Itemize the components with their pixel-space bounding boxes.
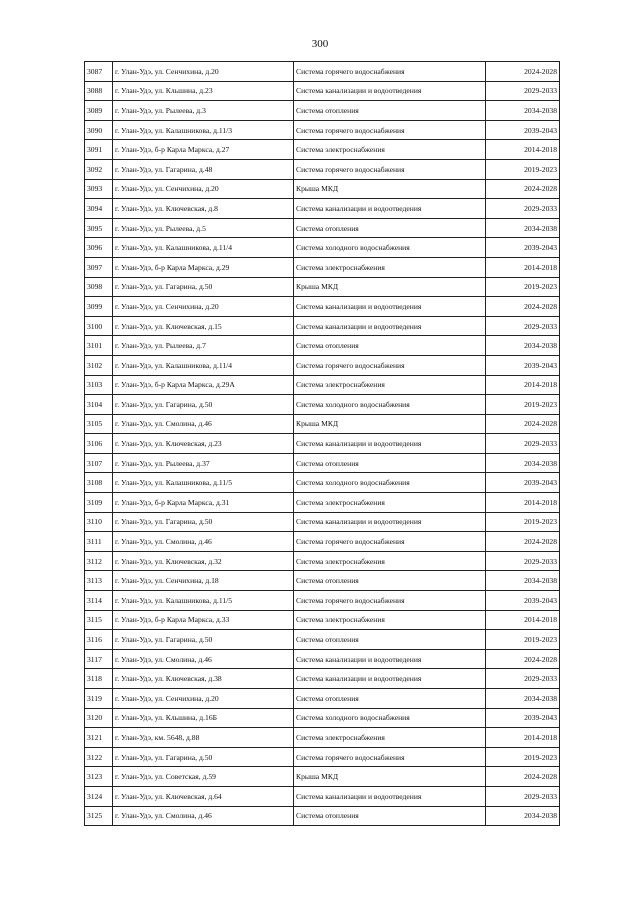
row-number: 3124 — [85, 786, 113, 806]
system-cell: Система электроснабжения — [294, 257, 486, 277]
row-number: 3109 — [85, 493, 113, 513]
period-cell: 2014-2018 — [486, 728, 560, 748]
row-number: 3106 — [85, 434, 113, 454]
period-cell: 2019-2023 — [486, 395, 560, 415]
table-row — [85, 159, 560, 179]
address-cell: г. Улан-Удэ, ул. Смолина, д.46 — [113, 649, 294, 669]
system-cell: Система отопления — [294, 806, 486, 826]
table-row — [85, 140, 560, 160]
period-cell: 2029-2033 — [486, 199, 560, 219]
period-cell: 2034-2038 — [486, 806, 560, 826]
row-number: 3111 — [85, 532, 113, 552]
table-row — [85, 395, 560, 415]
period-cell: 2029-2033 — [486, 786, 560, 806]
period-cell: 2029-2033 — [486, 551, 560, 571]
address-cell: г. Улан-Удэ, б-р Карла Маркса, д.31 — [113, 493, 294, 513]
period-cell: 2024-2028 — [486, 62, 560, 82]
address-cell: г. Улан-Удэ, ул. Калашникова, д.11/3 — [113, 120, 294, 140]
row-number: 3117 — [85, 649, 113, 669]
system-cell: Система отопления — [294, 218, 486, 238]
system-cell: Система холодного водоснабжения — [294, 708, 486, 728]
table-row — [85, 375, 560, 395]
row-number: 3087 — [85, 62, 113, 82]
address-cell: г. Улан-Удэ, ул. Смолина, д.46 — [113, 806, 294, 826]
address-cell: г. Улан-Удэ, б-р Карла Маркса, д.29 — [113, 257, 294, 277]
row-number: 3088 — [85, 81, 113, 101]
table-row — [85, 610, 560, 630]
system-cell: Система канализации и водоотведения — [294, 199, 486, 219]
address-cell: г. Улан-Удэ, ул. Сенчихина, д.20 — [113, 62, 294, 82]
table-row — [85, 414, 560, 434]
row-number: 3095 — [85, 218, 113, 238]
address-cell: г. Улан-Удэ, ул. Ключевская, д.23 — [113, 434, 294, 454]
period-cell: 2014-2018 — [486, 493, 560, 513]
row-number: 3112 — [85, 551, 113, 571]
system-cell: Система электроснабжения — [294, 375, 486, 395]
row-number: 3094 — [85, 199, 113, 219]
table-row — [85, 649, 560, 669]
system-cell: Система отопления — [294, 101, 486, 121]
address-cell: г. Улан-Удэ, ул. Сенчихина, д.18 — [113, 571, 294, 591]
row-number: 3091 — [85, 140, 113, 160]
table-row — [85, 630, 560, 650]
table-row — [85, 120, 560, 140]
period-cell: 2019-2023 — [486, 747, 560, 767]
table-row — [85, 551, 560, 571]
period-cell: 2039-2043 — [486, 708, 560, 728]
system-cell: Крыша МКД — [294, 414, 486, 434]
table-row — [85, 453, 560, 473]
address-cell: г. Улан-Удэ, ул. Гагарина, д.50 — [113, 630, 294, 650]
row-number: 3092 — [85, 159, 113, 179]
table-row — [85, 747, 560, 767]
row-number: 3097 — [85, 257, 113, 277]
address-cell: г. Улан-Удэ, ул. Гагарина, д.50 — [113, 747, 294, 767]
system-cell: Система отопления — [294, 689, 486, 709]
table-row — [85, 669, 560, 689]
row-number: 3113 — [85, 571, 113, 591]
system-cell: Система канализации и водоотведения — [294, 297, 486, 317]
table-row — [85, 512, 560, 532]
row-number: 3098 — [85, 277, 113, 297]
system-cell: Система канализации и водоотведения — [294, 649, 486, 669]
system-cell: Система горячего водоснабжения — [294, 747, 486, 767]
system-cell: Система горячего водоснабжения — [294, 355, 486, 375]
system-cell: Крыша МКД — [294, 277, 486, 297]
period-cell: 2024-2028 — [486, 179, 560, 199]
table-row — [85, 571, 560, 591]
row-number: 3123 — [85, 767, 113, 787]
row-number: 3118 — [85, 669, 113, 689]
address-cell: г. Улан-Удэ, ул. Калашникова, д.11/4 — [113, 355, 294, 375]
address-cell: г. Улан-Удэ, ул. Калашникова, д.11/5 — [113, 591, 294, 611]
system-cell: Система горячего водоснабжения — [294, 159, 486, 179]
table-row — [85, 81, 560, 101]
address-cell: г. Улан-Удэ, ул. Сенчихина, д.20 — [113, 297, 294, 317]
period-cell: 2014-2018 — [486, 257, 560, 277]
row-number: 3107 — [85, 453, 113, 473]
table-row — [85, 708, 560, 728]
address-cell: г. Улан-Удэ, ул. Смолина, д.46 — [113, 414, 294, 434]
period-cell: 2019-2023 — [486, 630, 560, 650]
table-row — [85, 532, 560, 552]
period-cell: 2039-2043 — [486, 473, 560, 493]
address-cell: г. Улан-Удэ, б-р Карла Маркса, д.29А — [113, 375, 294, 395]
table-row — [85, 591, 560, 611]
table-row — [85, 316, 560, 336]
period-cell: 2019-2023 — [486, 159, 560, 179]
system-cell: Система горячего водоснабжения — [294, 120, 486, 140]
table-row — [85, 297, 560, 317]
table-row — [85, 218, 560, 238]
row-number: 3120 — [85, 708, 113, 728]
table-row — [85, 806, 560, 826]
period-cell: 2014-2018 — [486, 140, 560, 160]
table-row — [85, 767, 560, 787]
address-cell: г. Улан-Удэ, ул. Ключевская, д.8 — [113, 199, 294, 219]
table-row — [85, 493, 560, 513]
period-cell: 2034-2038 — [486, 101, 560, 121]
table-row — [85, 277, 560, 297]
page-number: 300 — [311, 38, 329, 50]
address-cell: г. Улан-Удэ, ул. Сенчихина, д.20 — [113, 689, 294, 709]
row-number: 3116 — [85, 630, 113, 650]
system-cell: Система холодного водоснабжения — [294, 395, 486, 415]
period-cell: 2039-2043 — [486, 120, 560, 140]
period-cell: 2039-2043 — [486, 591, 560, 611]
address-cell: г. Улан-Удэ, ул. Гагарина, д.50 — [113, 277, 294, 297]
period-cell: 2019-2023 — [486, 512, 560, 532]
period-cell: 2024-2028 — [486, 532, 560, 552]
table-row — [85, 62, 560, 82]
system-cell: Система горячего водоснабжения — [294, 591, 486, 611]
address-cell: г. Улан-Удэ, ул. Ключевская, д.38 — [113, 669, 294, 689]
system-cell: Крыша МКД — [294, 767, 486, 787]
row-number: 3090 — [85, 120, 113, 140]
address-cell: г. Улан-Удэ, ул. Калашникова, д.11/4 — [113, 238, 294, 258]
system-cell: Система отопления — [294, 571, 486, 591]
address-cell: г. Улан-Удэ, ул. Рылеева, д.37 — [113, 453, 294, 473]
period-cell: 2039-2043 — [486, 355, 560, 375]
address-cell: г. Улан-Удэ, ул. Смолина, д.46 — [113, 532, 294, 552]
row-number: 3089 — [85, 101, 113, 121]
row-number: 3110 — [85, 512, 113, 532]
period-cell: 2029-2033 — [486, 434, 560, 454]
row-number: 3096 — [85, 238, 113, 258]
address-cell: г. Улан-Удэ, ул. Рылеева, д.3 — [113, 101, 294, 121]
system-cell: Система холодного водоснабжения — [294, 238, 486, 258]
period-cell: 2024-2028 — [486, 767, 560, 787]
row-number: 3115 — [85, 610, 113, 630]
table-row — [85, 238, 560, 258]
system-cell: Система канализации и водоотведения — [294, 316, 486, 336]
system-cell: Система горячего водоснабжения — [294, 62, 486, 82]
address-cell: г. Улан-Удэ, б-р Карла Маркса, д.33 — [113, 610, 294, 630]
row-number: 3099 — [85, 297, 113, 317]
row-number: 3101 — [85, 336, 113, 356]
row-number: 3122 — [85, 747, 113, 767]
table-row — [85, 473, 560, 493]
address-cell: г. Улан-Удэ, ул. Кльшина, д.16Б — [113, 708, 294, 728]
address-cell: г. Улан-Удэ, ул. Ключевская, д.15 — [113, 316, 294, 336]
system-cell: Система электроснабжения — [294, 728, 486, 748]
system-cell: Система электроснабжения — [294, 140, 486, 160]
row-number: 3108 — [85, 473, 113, 493]
period-cell: 2029-2033 — [486, 81, 560, 101]
table-row — [85, 101, 560, 121]
row-number: 3119 — [85, 689, 113, 709]
period-cell: 2034-2038 — [486, 689, 560, 709]
period-cell: 2034-2038 — [486, 453, 560, 473]
table-row — [85, 689, 560, 709]
address-cell: г. Улан-Удэ, ул. Советская, д.59 — [113, 767, 294, 787]
address-cell: г. Улан-Удэ, ул. Гагарина, д.48 — [113, 159, 294, 179]
row-number: 3103 — [85, 375, 113, 395]
table-row — [85, 728, 560, 748]
row-number: 3121 — [85, 728, 113, 748]
row-number: 3102 — [85, 355, 113, 375]
period-cell: 2014-2018 — [486, 375, 560, 395]
system-cell: Система канализации и водоотведения — [294, 786, 486, 806]
system-cell: Система горячего водоснабжения — [294, 532, 486, 552]
row-number: 3105 — [85, 414, 113, 434]
system-cell: Система электроснабжения — [294, 610, 486, 630]
table-row — [85, 257, 560, 277]
period-cell: 2034-2038 — [486, 571, 560, 591]
address-cell: г. Улан-Удэ, ул. Рылеева, д.7 — [113, 336, 294, 356]
period-cell: 2034-2038 — [486, 336, 560, 356]
address-cell: г. Улан-Удэ, ул. Калашникова, д.11/5 — [113, 473, 294, 493]
period-cell: 2024-2028 — [486, 649, 560, 669]
period-cell: 2024-2028 — [486, 414, 560, 434]
row-number: 3114 — [85, 591, 113, 611]
table-row — [85, 434, 560, 454]
system-cell: Система канализации и водоотведения — [294, 512, 486, 532]
table-row — [85, 336, 560, 356]
period-cell: 2029-2033 — [486, 669, 560, 689]
repair-schedule-table — [84, 61, 560, 826]
address-cell: г. Улан-Удэ, ул. Гагарина, д.50 — [113, 512, 294, 532]
table-row — [85, 786, 560, 806]
system-cell: Система холодного водоснабжения — [294, 473, 486, 493]
table-row — [85, 179, 560, 199]
system-cell: Система канализации и водоотведения — [294, 669, 486, 689]
address-cell: г. Улан-Удэ, км. 5648, д.88 — [113, 728, 294, 748]
address-cell: г. Улан-Удэ, б-р Карла Маркса, д.27 — [113, 140, 294, 160]
period-cell: 2039-2043 — [486, 238, 560, 258]
system-cell: Система электроснабжения — [294, 551, 486, 571]
table-body — [85, 62, 560, 826]
row-number: 3100 — [85, 316, 113, 336]
table-row — [85, 355, 560, 375]
address-cell: г. Улан-Удэ, ул. Ключевская, д.32 — [113, 551, 294, 571]
row-number: 3093 — [85, 179, 113, 199]
system-cell: Система отопления — [294, 336, 486, 356]
period-cell: 2029-2033 — [486, 316, 560, 336]
address-cell: г. Улан-Удэ, ул. Сенчихина, д.20 — [113, 179, 294, 199]
row-number: 3125 — [85, 806, 113, 826]
period-cell: 2024-2028 — [486, 297, 560, 317]
period-cell: 2019-2023 — [486, 277, 560, 297]
system-cell: Система отопления — [294, 453, 486, 473]
table-row — [85, 199, 560, 219]
system-cell: Система отопления — [294, 630, 486, 650]
address-cell: г. Улан-Удэ, ул. Кльшина, д.23 — [113, 81, 294, 101]
row-number: 3104 — [85, 395, 113, 415]
address-cell: г. Улан-Удэ, ул. Рылеева, д.5 — [113, 218, 294, 238]
system-cell: Система канализации и водоотведения — [294, 81, 486, 101]
system-cell: Система электроснабжения — [294, 493, 486, 513]
period-cell: 2034-2038 — [486, 218, 560, 238]
system-cell: Система канализации и водоотведения — [294, 434, 486, 454]
address-cell: г. Улан-Удэ, ул. Ключевская, д.64 — [113, 786, 294, 806]
period-cell: 2014-2018 — [486, 610, 560, 630]
system-cell: Крыша МКД — [294, 179, 486, 199]
address-cell: г. Улан-Удэ, ул. Гагарина, д.50 — [113, 395, 294, 415]
